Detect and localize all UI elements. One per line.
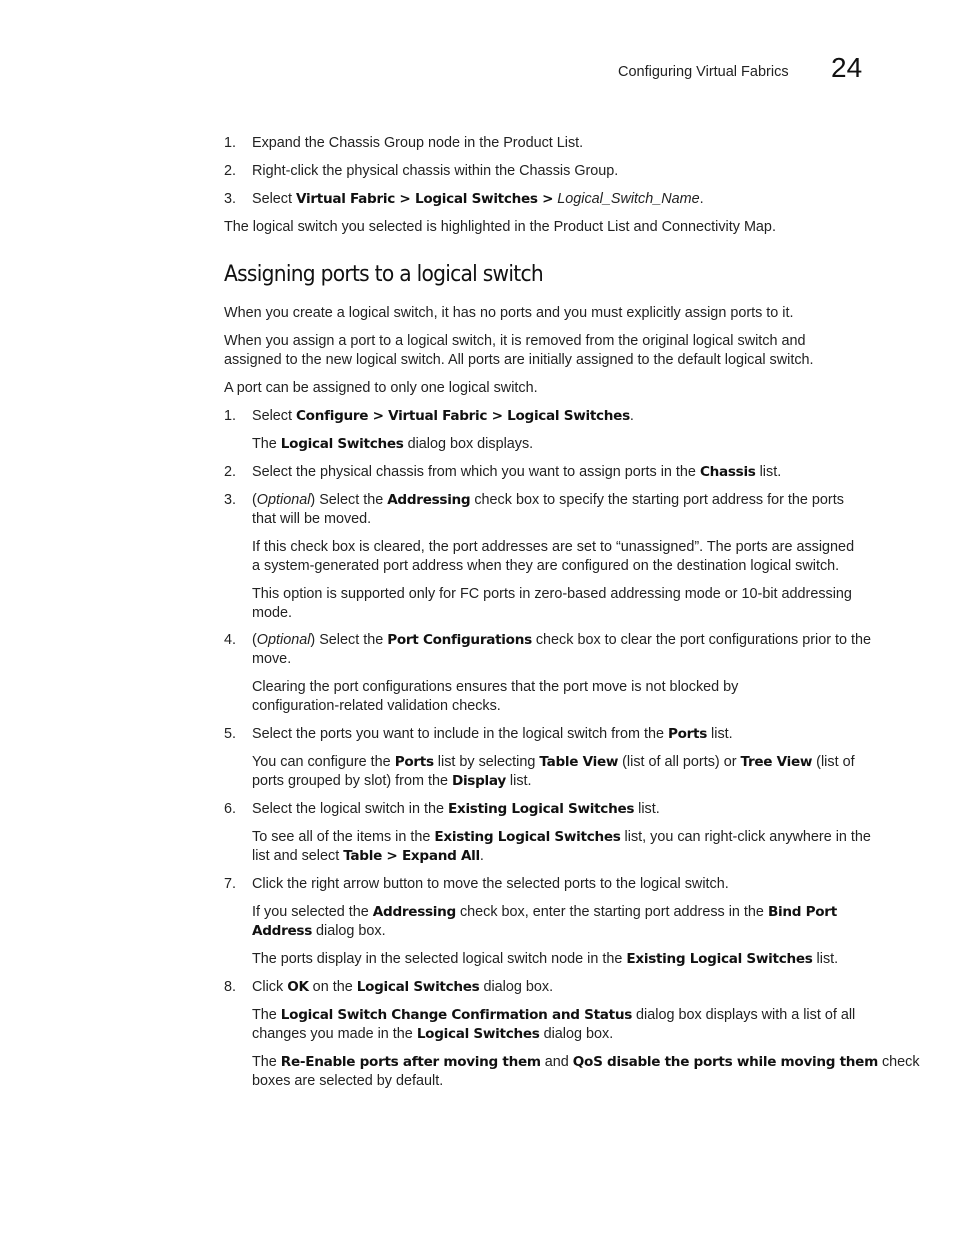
text-run: . bbox=[629, 408, 634, 424]
step-number: 2. bbox=[224, 163, 237, 179]
italic-term: Logical_Switch_Name bbox=[557, 191, 700, 207]
step-text: Right-click the physical chassis within the Chassis Group. bbox=[252, 163, 619, 179]
step-number: 1. bbox=[224, 135, 237, 151]
text-run: list. bbox=[505, 773, 532, 789]
text-run: ( bbox=[252, 632, 257, 648]
step-text: Click the right arrow button to move the selected ports to the logical switch. bbox=[252, 876, 729, 892]
step-number: 6. bbox=[224, 801, 237, 817]
header-title: Configuring Virtual Fabrics bbox=[618, 64, 789, 80]
text-run: Select the ports you want to include in the logical switch from the bbox=[252, 726, 668, 742]
text-run: dialog box displays. bbox=[403, 436, 534, 452]
text-run: . bbox=[699, 191, 704, 207]
text-run: Select bbox=[252, 408, 296, 424]
text-run: check box, enter the starting port address in the bbox=[455, 904, 768, 920]
step-note-line: This option is supported only for FC ports in zero-based addressing mode or 10-bit addressing bbox=[252, 586, 852, 602]
text-run: . bbox=[479, 848, 484, 864]
step-note-line bbox=[252, 922, 386, 941]
text-run: on the bbox=[308, 979, 357, 995]
text-run: dialog box. bbox=[312, 923, 386, 939]
text-run: ports grouped by slot) from the bbox=[252, 773, 452, 789]
text-run: To see all of the items in the bbox=[252, 829, 435, 845]
step-note-line bbox=[252, 950, 838, 969]
text-run: Select bbox=[252, 191, 296, 207]
ui-term: Display bbox=[451, 773, 506, 789]
ui-term: Virtual Fabric > Logical Switches > bbox=[296, 191, 554, 207]
text-run: ( bbox=[252, 492, 257, 508]
step-note bbox=[252, 435, 533, 454]
ui-term: Ports bbox=[394, 754, 434, 770]
step-number: 8. bbox=[224, 979, 237, 995]
text-run: (list of all ports) or bbox=[618, 754, 741, 770]
ui-term: Existing Logical Switches bbox=[434, 829, 621, 845]
text-run: You can configure the bbox=[252, 754, 395, 770]
ui-term: QoS disable the ports while moving them bbox=[572, 1054, 878, 1070]
step-note-line bbox=[252, 847, 484, 866]
step-text bbox=[252, 463, 781, 482]
text-run: list. bbox=[634, 801, 660, 817]
italic-term: Optional bbox=[256, 632, 311, 648]
step-note-line: If this check box is cleared, the port addresses are set to “unassigned”. The ports are assigned bbox=[252, 539, 855, 555]
text-run: ) Select the bbox=[310, 632, 388, 648]
ui-term: Logical Switches bbox=[280, 436, 404, 452]
step-note-line bbox=[252, 1025, 613, 1044]
ui-term: Re-Enable ports after moving them bbox=[280, 1054, 541, 1070]
step-note-line: Clearing the port configurations ensures that the port move is not blocked by bbox=[252, 679, 739, 695]
step-number: 2. bbox=[224, 464, 237, 480]
step-number: 5. bbox=[224, 726, 237, 742]
ui-term: Existing Logical Switches bbox=[626, 951, 813, 967]
ui-term: Port Configurations bbox=[387, 632, 532, 648]
ui-term: Table > Expand All bbox=[343, 848, 480, 864]
text-run: Select the physical chassis from which you want to assign ports in the bbox=[252, 464, 700, 480]
ui-term: Logical Switches bbox=[356, 979, 480, 995]
step-text bbox=[252, 725, 733, 744]
step-note-line: boxes are selected by default. bbox=[252, 1073, 444, 1089]
text-run: dialog box. bbox=[539, 1026, 614, 1042]
step-text bbox=[252, 631, 871, 650]
step-number: 4. bbox=[224, 632, 237, 648]
step-note-line bbox=[252, 772, 532, 791]
paragraph-line: When you assign a port to a logical switch, it is removed from the original logical switch and bbox=[224, 333, 806, 349]
step-note-line bbox=[252, 828, 871, 847]
text-run: The ports display in the selected logical switch node in the bbox=[252, 951, 627, 967]
text-run: If you selected the bbox=[252, 904, 373, 920]
text-run: dialog box. bbox=[479, 979, 554, 995]
text-run: ) Select the bbox=[310, 492, 388, 508]
ui-term: Address bbox=[252, 923, 312, 939]
step-text bbox=[252, 800, 660, 819]
step-note-line bbox=[252, 1006, 855, 1025]
chapter-number: 24 bbox=[831, 52, 863, 83]
paragraph: When you create a logical switch, it has no ports and you must explicitly assign ports to it. bbox=[224, 305, 794, 321]
text-run: list, you can right-click anywhere in the bbox=[620, 829, 871, 845]
text-run: list. bbox=[812, 951, 839, 967]
text-run: Click bbox=[252, 979, 288, 995]
ui-term: Table View bbox=[539, 754, 619, 770]
step-number: 3. bbox=[224, 191, 237, 207]
text-run: check box to specify the starting port address for the ports bbox=[470, 492, 844, 508]
section-heading: Assigning ports to a logical switch bbox=[224, 262, 543, 287]
text-run: changes you made in the bbox=[252, 1026, 417, 1042]
text-run: dialog box displays with a list of all bbox=[632, 1007, 856, 1023]
step-text bbox=[252, 407, 634, 426]
text-run: check box to clear the port configurations prior to the bbox=[531, 632, 872, 648]
italic-term: Optional bbox=[256, 492, 311, 508]
step-text-line: that will be moved. bbox=[252, 511, 372, 527]
step-text bbox=[252, 491, 844, 510]
ui-term: Existing Logical Switches bbox=[447, 801, 635, 817]
text-run: The bbox=[252, 1054, 281, 1070]
paragraph-line: assigned to the new logical switch. All ports are initially assigned to the default logical switch. bbox=[224, 352, 814, 368]
step-note-line bbox=[252, 903, 837, 922]
text-run: and bbox=[540, 1054, 573, 1070]
ui-term: Addressing bbox=[372, 904, 456, 920]
ui-term: Ports bbox=[667, 726, 708, 742]
step-text: Expand the Chassis Group node in the Product List. bbox=[252, 135, 584, 151]
text-run: list by selecting bbox=[433, 754, 540, 770]
result-paragraph: The logical switch you selected is highlighted in the Product List and Connectivity Map. bbox=[224, 219, 776, 235]
step-number: 3. bbox=[224, 492, 237, 508]
ui-term: Tree View bbox=[740, 754, 813, 770]
paragraph: A port can be assigned to only one logical switch. bbox=[224, 380, 538, 396]
ui-term: Configure > Virtual Fabric > Logical Switches bbox=[296, 408, 630, 424]
ui-term: Logical Switch Change Confirmation and Status bbox=[280, 1007, 633, 1023]
step-number: 7. bbox=[224, 876, 237, 892]
ui-term: OK bbox=[287, 979, 309, 995]
step-note-line: a system-generated port address when they are configured on the destination logical switch. bbox=[252, 558, 840, 574]
step-text-line: move. bbox=[252, 651, 292, 667]
step-note-line: mode. bbox=[252, 605, 292, 621]
text-run: list and select bbox=[252, 848, 344, 864]
step-text bbox=[252, 190, 704, 209]
ui-term: Bind Port bbox=[767, 904, 837, 920]
text-run: The bbox=[252, 1007, 281, 1023]
ui-term: Chassis bbox=[699, 464, 756, 480]
step-note-line: configuration-related validation checks. bbox=[252, 698, 501, 714]
text-run: list. bbox=[755, 464, 782, 480]
text-run: (list of bbox=[812, 754, 855, 770]
step-note-line bbox=[252, 753, 855, 772]
text-run: The bbox=[252, 436, 281, 452]
step-text bbox=[252, 978, 553, 997]
step-note-line bbox=[252, 1053, 920, 1072]
step-number: 1. bbox=[224, 408, 237, 424]
ui-term: Logical Switches bbox=[416, 1026, 540, 1042]
text-run: list. bbox=[707, 726, 733, 742]
text-run: check bbox=[877, 1054, 920, 1070]
ui-term: Addressing bbox=[387, 492, 471, 508]
text-run: Select the logical switch in the bbox=[252, 801, 448, 817]
